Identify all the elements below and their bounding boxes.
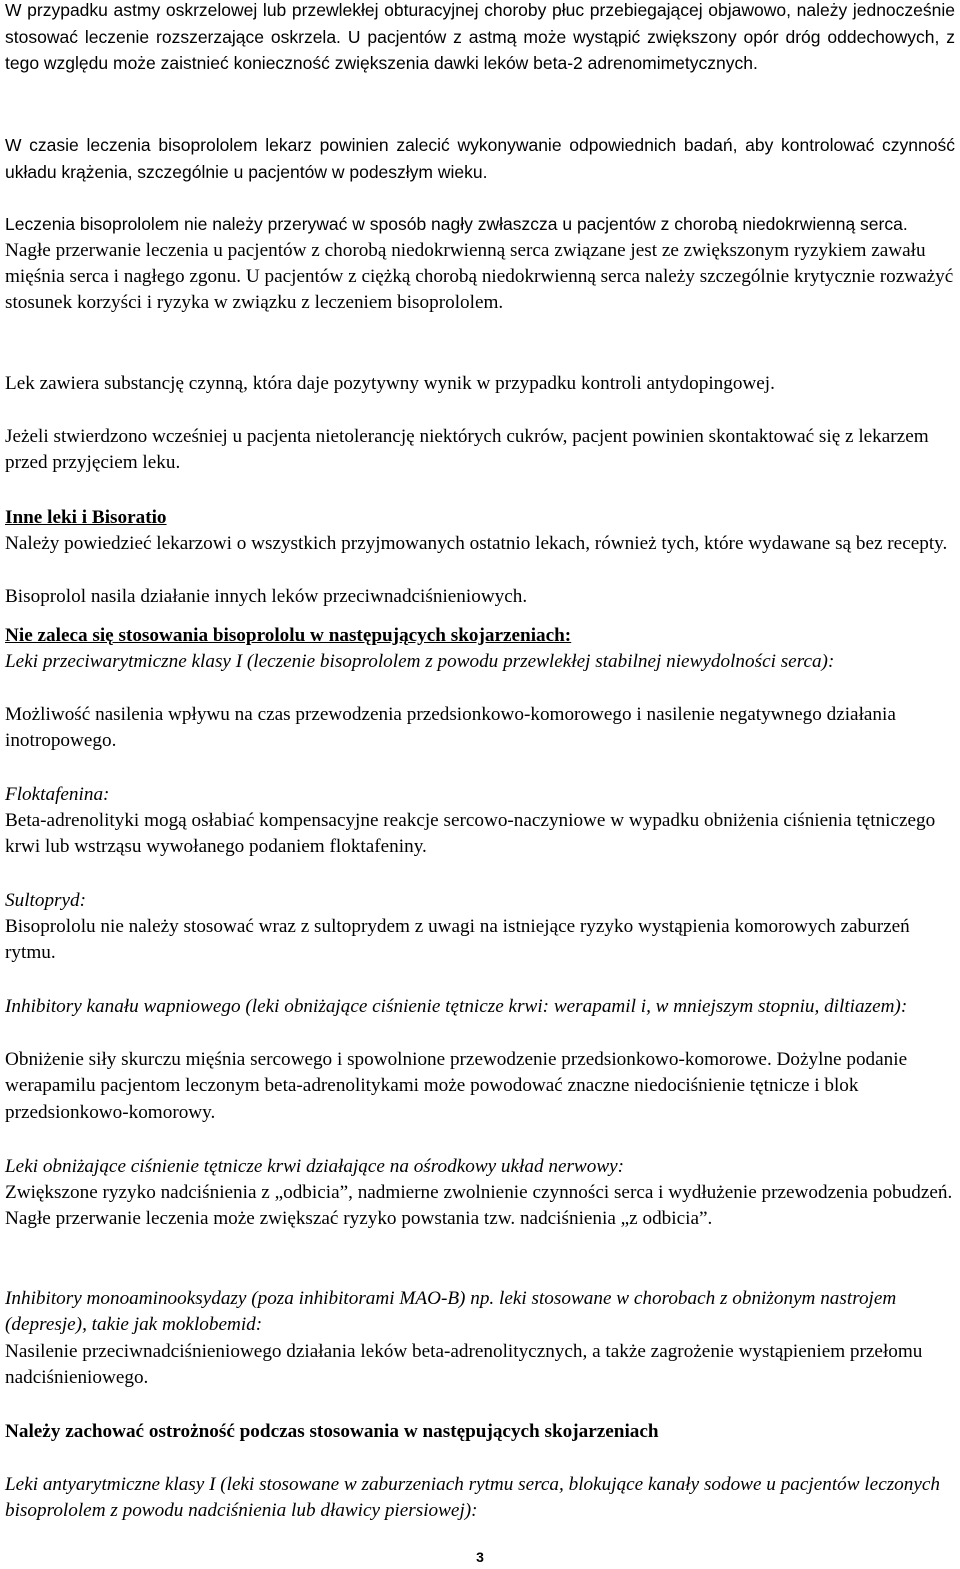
- paragraph-antihypertensive: Bisoprolol nasila działanie innych leków przeciwnadciśnieniowych.: [5, 586, 528, 607]
- paragraph-discontinuation: [5, 211, 955, 317]
- paragraph-sugars: Jeżeli stwierdzono wcześniej u pacjenta nietolerancję niektórych cukrów, pacjent powinien skontaktować się z lekarzem przed przyjęciem leku.: [5, 426, 929, 474]
- interaction-text-calcium-channel: Obniżenie siły skurczu mięśnia sercowego i spowolnione przewodzenie przedsionkowo-komorowe. Dożylne podanie werapamilu pacjentom leczonym beta-adrenolitykami może powodować znaczne niedociśnienie tętnicze i blok przedsionkowo-komorowy.: [5, 1049, 908, 1123]
- heading-other-medicines: Inne leki i Bisoratio: [5, 507, 167, 528]
- interaction-title-class-i-antiarrhythmic: Leki antyarytmiczne klasy I (leki stosowane w zaburzeniach rytmu serca, blokujące kanały sodowe u pacjentów leczonych bisoprololem z powodu nadciśnienia lub dławicy piersiowej):: [5, 1474, 940, 1522]
- interaction-text-antiarrhythmic: Możliwość nasilenia wpływu na czas przewodzenia przedsionkowo-komorowego i nasilenie negatywnego działania inotropowego.: [5, 704, 896, 752]
- interaction-text-sultopride: Bisoprololu nie należy stosować wraz z sultoprydem z uwagi na istniejące ryzyko wystąpienia komorowych zaburzeń rytmu.: [5, 916, 910, 964]
- paragraph-discontinuation-rest: Nagłe przerwanie leczenia u pacjentów z chorobą niedokrwienną serca związane jest ze zwiększonym ryzykiem zawału mięśnia serca i nagłego zgonu. U pacjentów z ciężką chorobą niedokrwienną serca należy szczególnie krytycznie rozważyć stosunek korzyści i ryzyka w związku z leczeniem bisoprololem.: [5, 239, 954, 314]
- interaction-title-antiarrhythmic: Leki przeciwarytmiczne klasy I (leczenie bisoprololem z powodu przewlekłej stabilnej niewydolności serca):: [5, 651, 835, 672]
- heading-not-recommended: Nie zaleca się stosowania bisoprololu w następujących skojarzeniach:: [5, 625, 572, 646]
- interaction-title-calcium-channel: Inhibitory kanału wapniowego (leki obniżające ciśnienie tętnicze krwi: werapamil i, w mniejszym stopniu, diltiazem):: [5, 996, 908, 1017]
- paragraph-other-medicines: Należy powiedzieć lekarzowi o wszystkich przyjmowanych ostatnio lekach, również tych, które wydawane są bez recepty.: [5, 533, 948, 554]
- interaction-title-floctafenine: Floktafenina:: [5, 784, 110, 805]
- interaction-text-central-antihypertensive: Zwiększone ryzyko nadciśnienia z „odbicia”, nadmierne zwolnienie czynności serca i wydłużenie przewodzenia pobudzeń. Nagłe przerwanie leczenia może zwiększać ryzyko powstania tzw. nadciśnienia „z odbicia”.: [5, 1182, 953, 1230]
- interaction-title-sultopride: Sultopryd:: [5, 890, 87, 911]
- paragraph-discontinuation-lead: Leczenia bisoprololem nie należy przerywać w sposób nagły zwłaszcza u pacjentów z chorobą niedokrwienną serca.: [5, 214, 908, 234]
- interaction-text-mao-inhibitors: Nasilenie przeciwnadciśnieniowego działania leków beta-adrenolitycznych, a także zagrożenie wystąpieniem przełomu nadciśnieniowego.: [5, 1341, 923, 1389]
- interaction-title-mao-inhibitors: Inhibitory monoaminooksydazy (poza inhibitorami MAO-B) np. leki stosowane w chorobach z obniżonym nastrojem (depresje), takie jak moklobemid:: [5, 1288, 897, 1336]
- interaction-title-central-antihypertensive: Leki obniżające ciśnienie tętnicze krwi działające na ośrodkowy układ nerwowy:: [5, 1156, 625, 1177]
- paragraph-doping: Lek zawiera substancję czynną, która daje pozytywny wynik w przypadku kontroli antydopingowej.: [5, 373, 775, 394]
- page-number: 3: [476, 1549, 484, 1565]
- interaction-text-floctafenine: Beta-adrenolityki mogą osłabiać kompensacyjne reakcje sercowo-naczyniowe w wypadku obniżenia ciśnienia tętniczego krwi lub wstrząsu wywołanego podaniem floktafeniny.: [5, 810, 936, 858]
- heading-caution: Należy zachować ostrożność podczas stosowania w następujących skojarzeniach: [5, 1421, 659, 1442]
- paragraph-asthma: W przypadku astmy oskrzelowej lub przewlekłej obturacyjnej choroby płuc przebiegającej objawowo, należy jednocześnie stosować leczenie rozszerzające oskrzela. U pacjentów z astmą może wystąpić zwiększony opór dróg oddechowych, z tego względu może zaistnieć konieczność zwiększenia dawki leków beta-2 adrenomimetycznych.: [5, 0, 955, 74]
- paragraph-monitoring: W czasie leczenia bisoprololem lekarz powinien zalecić wykonywanie odpowiednich badań, aby kontrolować czynność układu krążenia, szczególnie u pacjentów w podeszłym wieku.: [5, 135, 955, 182]
